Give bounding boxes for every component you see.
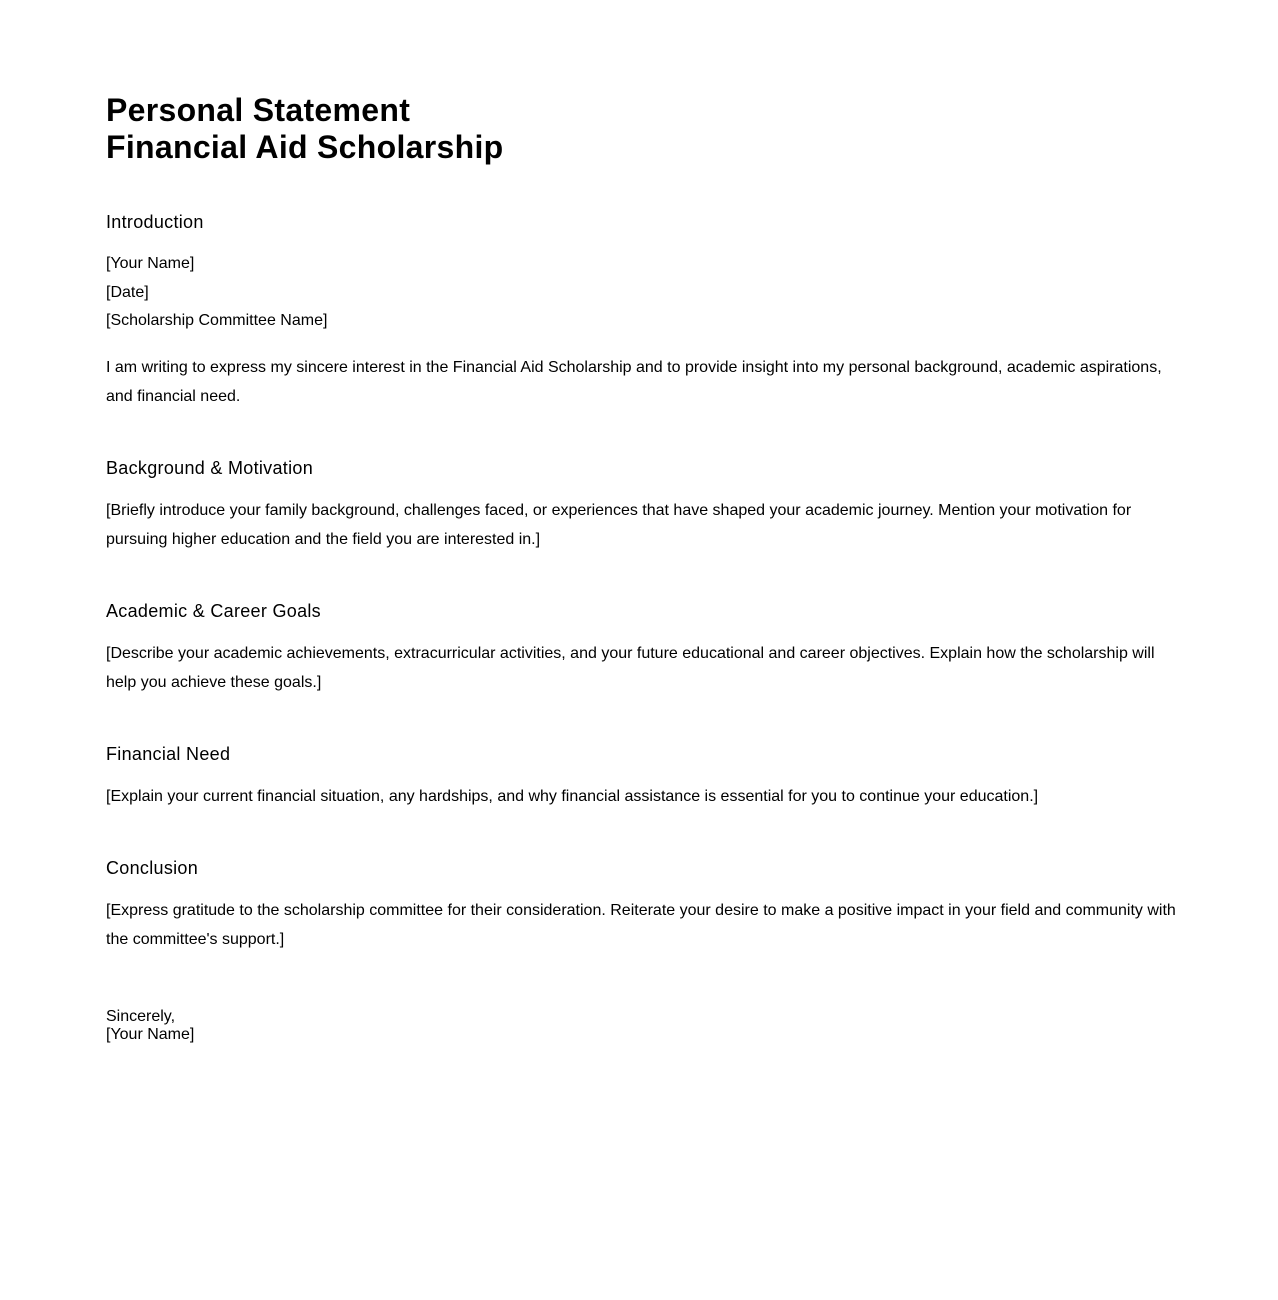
academic-goals-paragraph: [Describe your academic achievements, extracurricular activities, and your future educational and career objectives. Explain how the scholarship will help you achieve these goals.] (106, 644, 1155, 691)
document-title (106, 92, 1176, 166)
section-heading-academic-goals: Academic & Career Goals (106, 600, 321, 621)
section-heading-financial-need: Financial Need (106, 743, 231, 764)
document-page (106, 92, 1176, 1044)
signature-name: [Your Name] (106, 1025, 195, 1043)
section-heading-background: Background & Motivation (106, 457, 314, 478)
background-paragraph: [Briefly introduce your family background, challenges faced, or experiences that have shaped your academic journey. Mention your motivation for pursuing higher education and the field you are interested in.] (106, 501, 1132, 548)
committee-name: [Scholarship Committee Name] (106, 312, 328, 329)
financial-need-paragraph: [Explain your current financial situation, any hardships, and why financial assistance is essential for you to continue your education.] (106, 787, 1039, 805)
section-heading-introduction: Introduction (106, 212, 204, 232)
letter-date: [Date] (106, 283, 149, 301)
conclusion-paragraph: [Express gratitude to the scholarship committee for their consideration. Reiterate your desire to make a positive impact in your field and community with the committee's support.] (106, 901, 1176, 948)
introduction-paragraph: I am writing to express my sincere interest in the Financial Aid Scholarship and to provide insight into my personal background, academic aspirations, and financial need. (106, 358, 1162, 405)
sender-details (106, 250, 1176, 336)
valediction: Sincerely, (106, 1007, 176, 1025)
title-line-1: Personal Statement (106, 92, 411, 128)
letter-closing (106, 1008, 1176, 1044)
sender-name: [Your Name] (106, 255, 195, 272)
title-line-2: Financial Aid Scholarship (106, 129, 504, 165)
section-heading-conclusion: Conclusion (106, 857, 199, 878)
